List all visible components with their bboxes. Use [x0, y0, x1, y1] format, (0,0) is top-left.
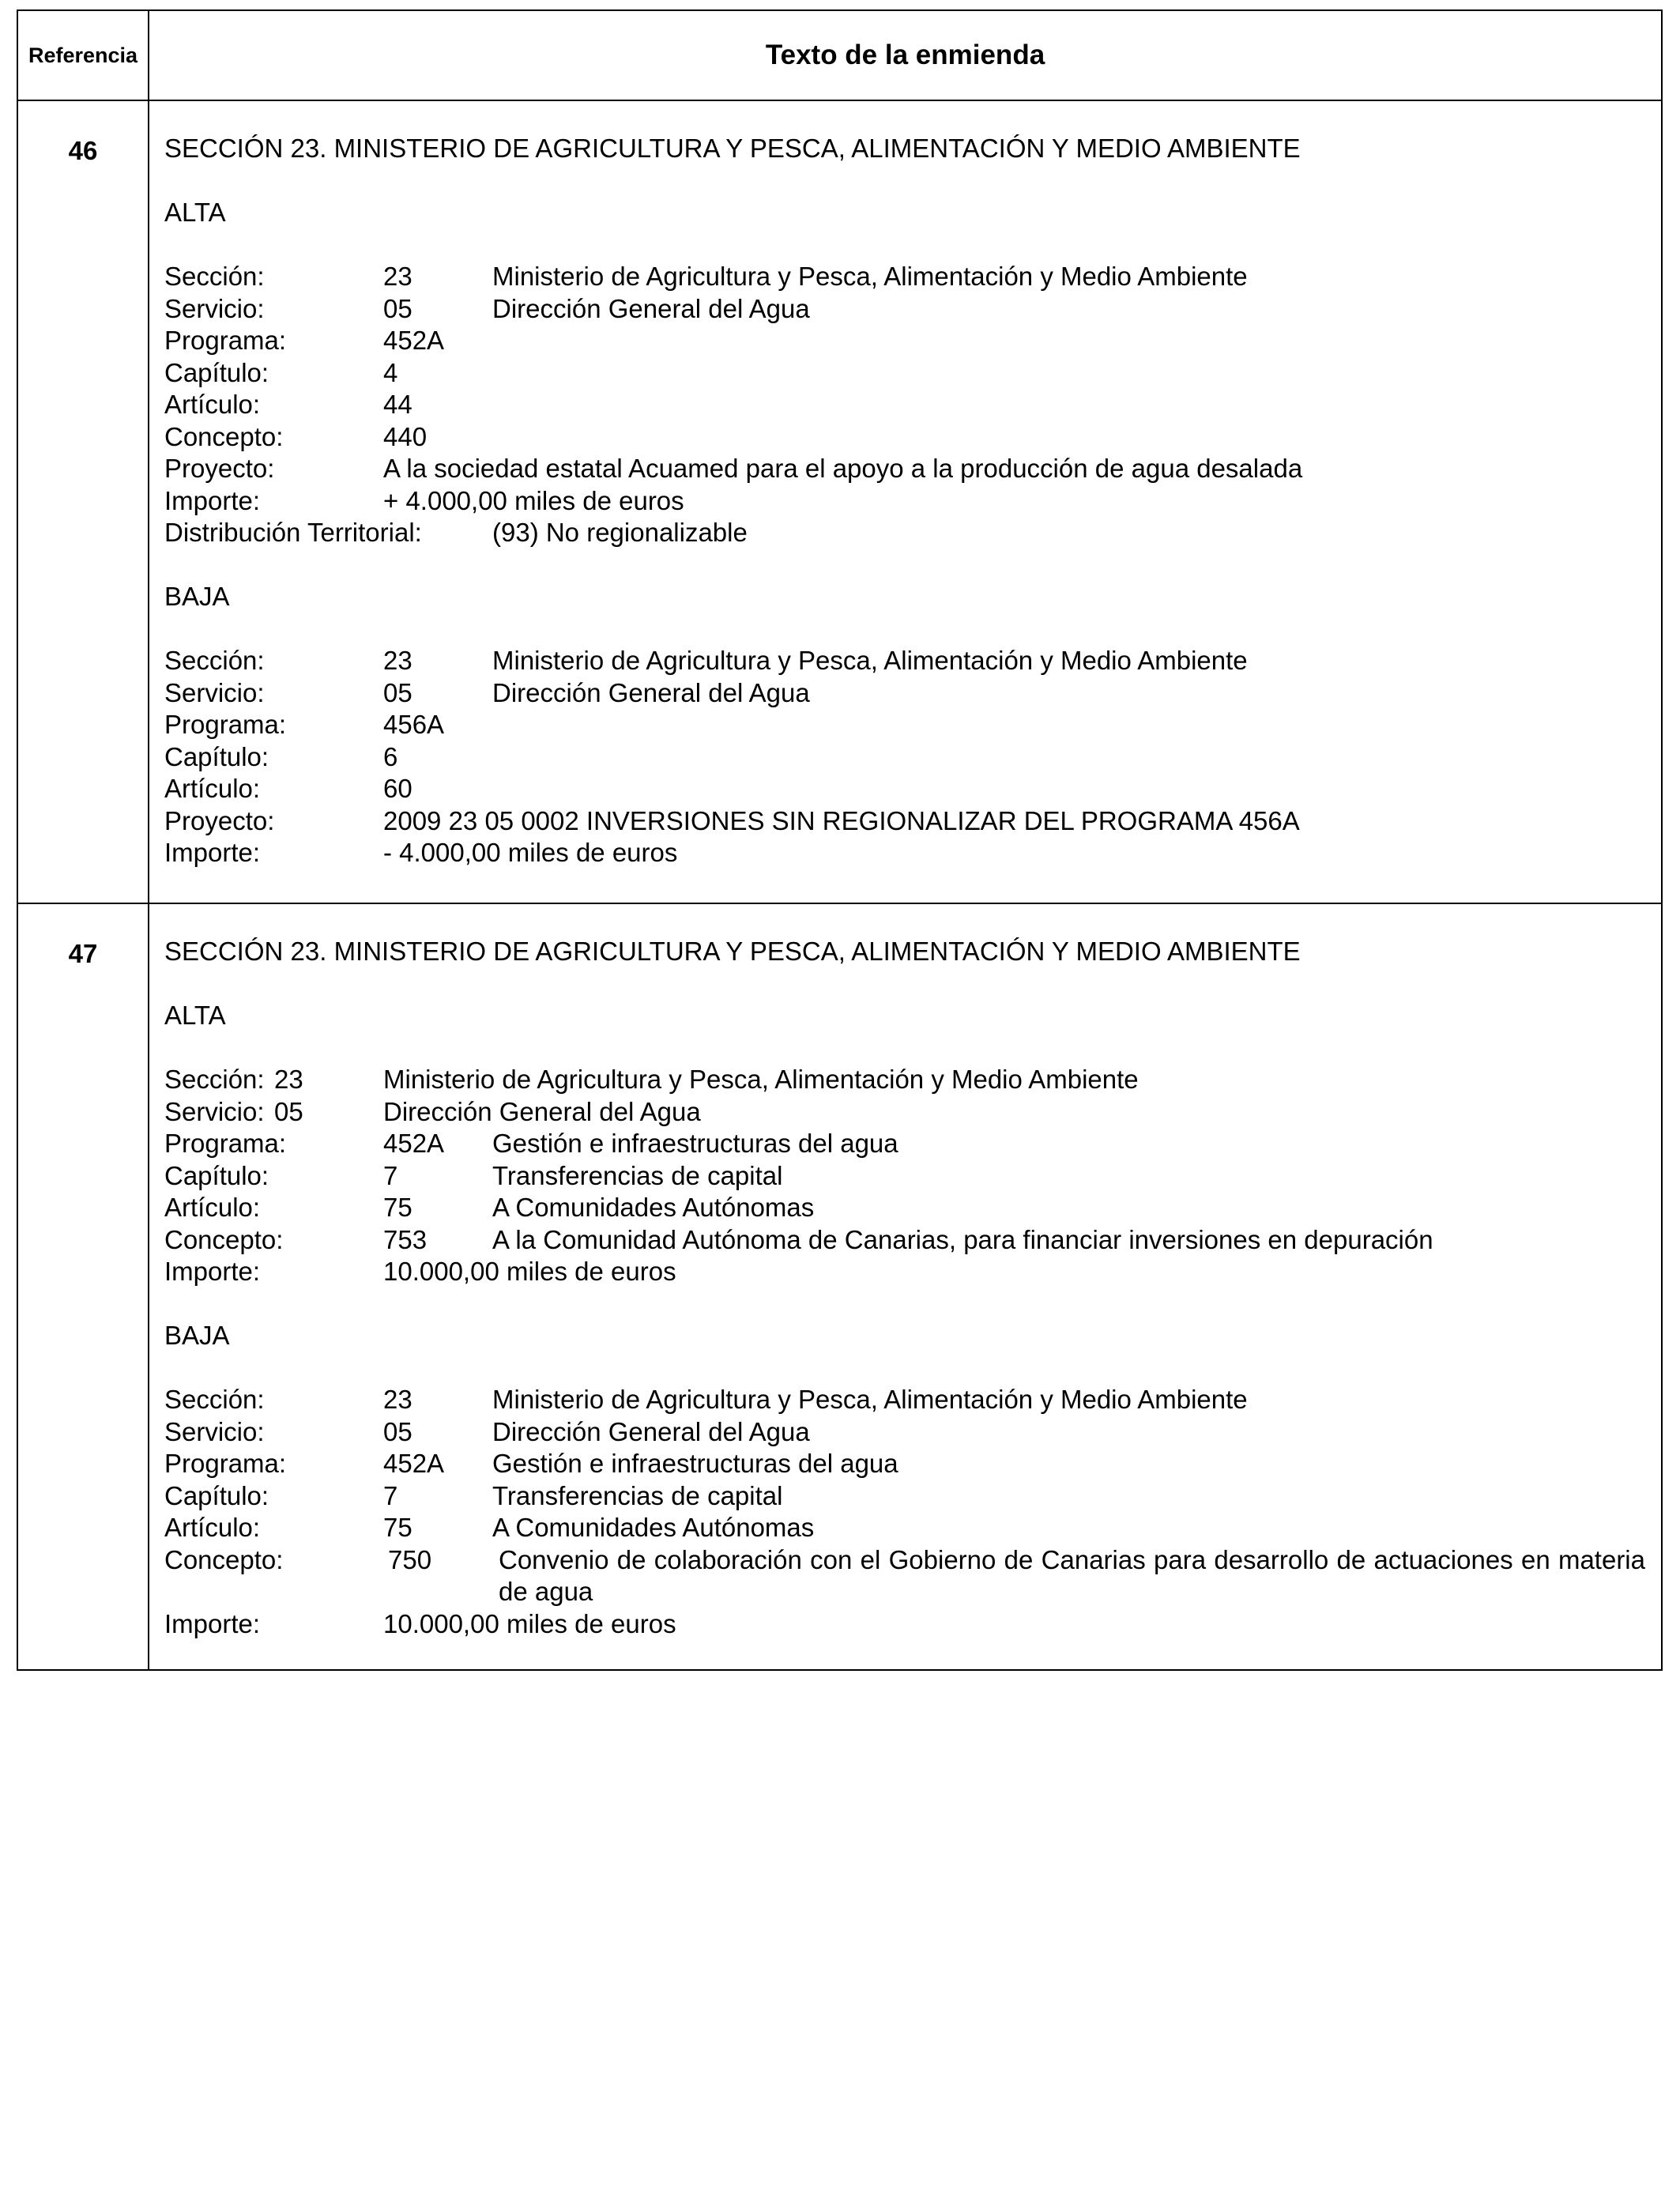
reference-cell	[18, 101, 149, 903]
field-row: Programa: 452A Gestión e infraestructuras del agua	[164, 1449, 898, 1478]
field-row: Proyecto: A la sociedad estatal Acuamed para el apoyo a la producción de agua desalada	[164, 454, 1303, 483]
field-row: Programa: 452A	[164, 326, 445, 355]
field-row: Concepto: 753 A la Comunidad Autónoma de Canarias, para financiar inversiones en depuración	[164, 1224, 1433, 1254]
field-row: Capítulo: 7 Transferencias de capital	[164, 1160, 783, 1190]
baja-label: BAJA	[164, 1321, 230, 1350]
field-row: Capítulo: 4	[164, 357, 398, 387]
field-row: Capítulo: 6	[164, 741, 398, 771]
alta-label: ALTA	[164, 1001, 226, 1030]
field-row: Sección: 23 Ministerio de Agricultura y Pesca, Alimentación y Medio Ambiente	[164, 646, 1248, 675]
field-row: Programa: 452A Gestión e infraestructuras del agua	[164, 1129, 898, 1158]
field-row: Importe: 10.000,00 miles de euros	[164, 1608, 676, 1638]
reference-cell	[18, 904, 149, 1669]
amendments-table	[17, 9, 1663, 1671]
field-row: Artículo: 44	[164, 390, 412, 419]
amendment-text	[149, 904, 1661, 1669]
amendment-row-47	[18, 903, 1661, 1669]
field-row: Sección: 23 Ministerio de Agricultura y Pesca, Alimentación y Medio Ambiente	[164, 1065, 1139, 1094]
field-row: Sección: 23 Ministerio de Agricultura y Pesca, Alimentación y Medio Ambiente	[164, 1385, 1248, 1414]
field-row: Servicio: 05 Dirección General del Agua	[164, 677, 810, 707]
alta-label: ALTA	[164, 198, 226, 227]
field-row: Sección: 23 Ministerio de Agricultura y Pesca, Alimentación y Medio Ambiente	[164, 262, 1248, 291]
field-row: Artículo: 75 A Comunidades Autónomas	[164, 1513, 815, 1542]
reference-number: 46	[68, 136, 98, 165]
table-header	[18, 11, 1661, 100]
field-row: Concepto: 750 Convenio de colaboración con el Gobierno de Canarias para desarrollo de actuaciones en materia de agua	[164, 1544, 1645, 1606]
field-row: Concepto: 440	[164, 421, 428, 451]
field-row: Distribución Territorial: (93) No regionalizable	[164, 518, 748, 547]
field-row: Artículo: 75 A Comunidades Autónomas	[164, 1193, 815, 1222]
section-title: SECCIÓN 23. MINISTERIO DE AGRICULTURA Y PESCA, ALIMENTACIÓN Y MEDIO AMBIENTE	[164, 937, 1301, 966]
amendment-row-46	[18, 100, 1661, 903]
field-row: Programa: 456A	[164, 710, 445, 739]
field-row: Importe: + 4.000,00 miles de euros	[164, 485, 684, 515]
amendment-text	[149, 101, 1661, 903]
field-row: Capítulo: 7 Transferencias de capital	[164, 1480, 783, 1510]
reference-number: 47	[68, 939, 98, 968]
section-title: SECCIÓN 23. MINISTERIO DE AGRICULTURA Y PESCA, ALIMENTACIÓN Y MEDIO AMBIENTE	[164, 134, 1301, 163]
field-row: Servicio: 05 Dirección General del Agua	[164, 1096, 701, 1126]
header-referencia: Referencia	[18, 11, 149, 100]
field-row: Proyecto: 2009 23 05 0002 INVERSIONES SIN REGIONALIZAR DEL PROGRAMA 456A	[164, 805, 1300, 835]
field-row: Importe: 10.000,00 miles de euros	[164, 1257, 676, 1286]
baja-label: BAJA	[164, 582, 230, 611]
header-texto: Texto de la enmienda	[765, 40, 1045, 70]
field-row: Servicio: 05 Dirección General del Agua	[164, 1416, 810, 1446]
field-row: Importe: - 4.000,00 miles de euros	[164, 838, 678, 867]
field-row: Artículo: 60	[164, 774, 412, 803]
field-row: Servicio: 05 Dirección General del Agua	[164, 293, 810, 323]
